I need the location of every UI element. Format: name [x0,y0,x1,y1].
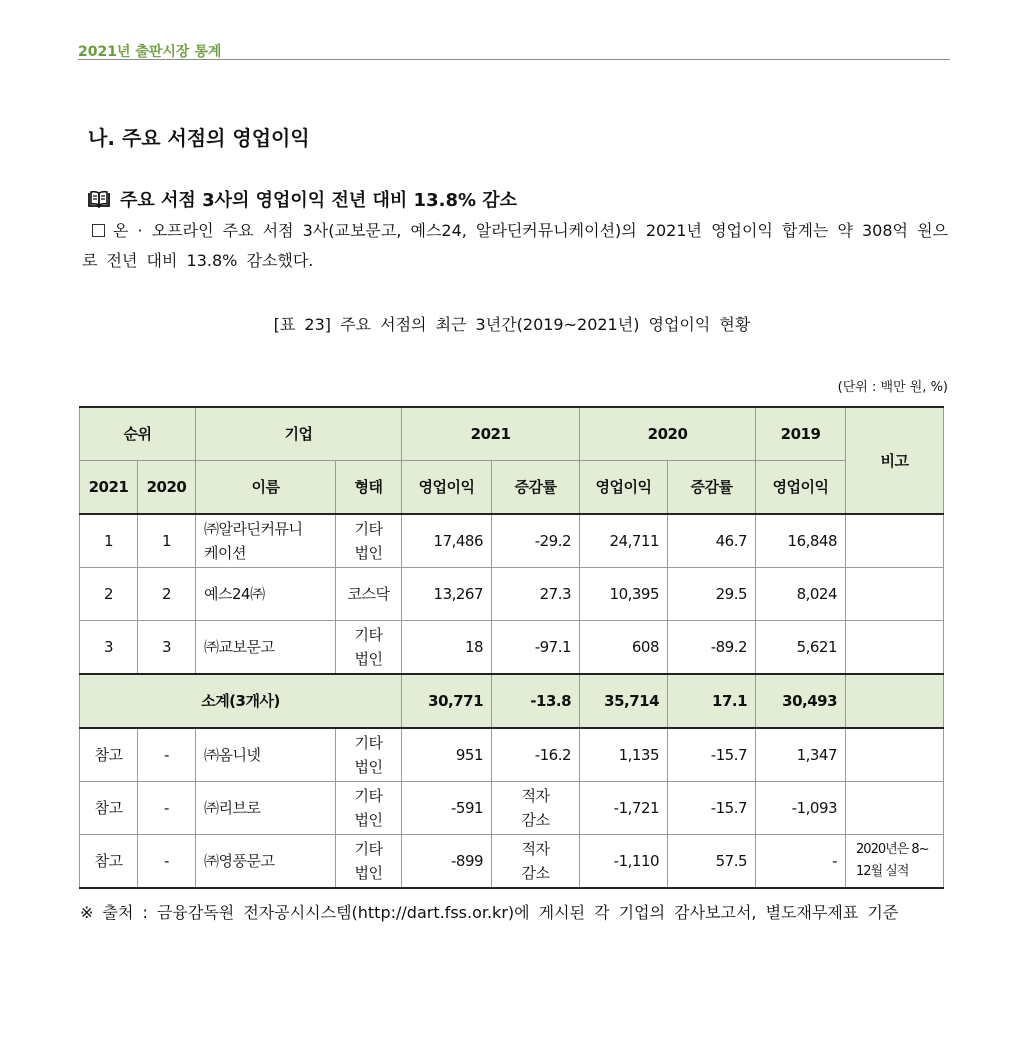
change-2020: -15.7 [668,728,756,782]
op-2019: 5,621 [756,621,846,675]
company-name-line2: 케이션 [204,544,246,562]
op-2020: 608 [580,621,668,675]
remark [846,568,944,621]
op-2020: 1,135 [580,728,668,782]
company-name: ㈜교보문고 [196,621,336,675]
change-2020: 57.5 [668,835,756,889]
change-2021: -29.2 [492,514,580,568]
change-2021-line2: 감소 [521,864,550,882]
header-change-2021: 증감률 [492,461,580,515]
op-2020: 10,395 [580,568,668,621]
company-name: ㈜옴니넷 [196,728,336,782]
table-row [80,728,944,782]
op-2021: -591 [402,782,492,835]
rank-2020: - [138,835,196,889]
source-note: ※ 출처 : 금융감독원 전자공시시스템(http://dart.fss.or.kr)에 게시된 각 기업의 감사보고서, 별도재무제표 기준 [80,903,899,922]
unit-note: (단위 : 백만 원, %) [837,380,948,395]
subtotal-label: 소계(3개사) [80,674,402,728]
remark [846,514,944,568]
header-rank: 순위 [80,407,196,461]
subtotal-op-2019: 30,493 [756,674,846,728]
header-remark: 비고 [846,407,944,514]
change-2021: -16.2 [492,728,580,782]
change-2020: -89.2 [668,621,756,675]
remark-line1: 2020년은 8~ [856,842,929,857]
op-2019: 16,848 [756,514,846,568]
header-company: 기업 [196,407,402,461]
subtotal-row [80,674,944,728]
company-type [336,728,402,782]
company-name: ㈜리브로 [196,782,336,835]
table-row [80,568,944,621]
bullet-heading-text: 주요 서점 3사의 영업이익 전년 대비 13.8% 감소 [120,190,518,211]
section-heading: 나. 주요 서점의 영업이익 [88,126,310,150]
subtotal-remark [846,674,944,728]
rank-2020: 1 [138,514,196,568]
table-caption: [표 23] 주요 서점의 최근 3년간(2019~2021년) 영업이익 현황 [273,315,751,334]
company-type: 코스닥 [336,568,402,621]
company-type-line2: 법인 [354,650,383,668]
op-2020: -1,110 [580,835,668,889]
rank-2020: - [138,728,196,782]
change-2020: -15.7 [668,782,756,835]
subtotal-change-2020: 17.1 [668,674,756,728]
company-name-line1: ㈜알라딘커뮤니 [204,520,303,538]
op-2019: - [756,835,846,889]
rank-2021: 참고 [80,835,138,889]
company-type-line2: 법인 [354,864,383,882]
checkbox-square-icon [92,224,105,237]
company-type-line1: 기타 [354,840,383,858]
table-row [80,621,944,675]
op-2019: -1,093 [756,782,846,835]
header-op-2021: 영업이익 [402,461,492,515]
header-year-2021: 2021 [402,407,580,461]
op-2021: 951 [402,728,492,782]
change-2020: 46.7 [668,514,756,568]
header-year-2020: 2020 [580,407,756,461]
change-2021-line1: 적자 [521,787,550,805]
table-row [80,782,944,835]
rank-2021: 2 [80,568,138,621]
company-type [336,835,402,889]
summary-paragraph [82,216,948,276]
op-2021: -899 [402,835,492,889]
change-2021-line1: 적자 [521,840,550,858]
change-2021-line2: 감소 [521,811,550,829]
company-name: ㈜영풍문고 [196,835,336,889]
table-row [80,835,944,889]
rank-2021: 1 [80,514,138,568]
change-2021: -97.1 [492,621,580,675]
company-type [336,782,402,835]
op-2020: 24,711 [580,514,668,568]
header-divider [78,59,950,60]
rank-2021: 3 [80,621,138,675]
summary-text: 온 · 오프라인 주요 서점 3사(교보문고, 예스24, 알라딘커뮤니케이션)의 2021년 영업이익 합계는 약 308억 원으로 전년 대비 13.8% 감소했다. [82,221,948,270]
op-2019: 1,347 [756,728,846,782]
change-2021 [492,782,580,835]
company-name [196,514,336,568]
op-2021: 17,486 [402,514,492,568]
operating-profit-table [79,406,944,889]
header-op-2020: 영업이익 [580,461,668,515]
rank-2020: 2 [138,568,196,621]
remark [846,621,944,675]
company-type-line1: 기타 [354,520,383,538]
company-type-line1: 기타 [354,787,383,805]
rank-2020: - [138,782,196,835]
subtotal-op-2021: 30,771 [402,674,492,728]
remark [846,835,944,889]
table-row [80,514,944,568]
company-type-line2: 법인 [354,811,383,829]
header-rank-2020: 2020 [138,461,196,515]
running-header: 2021년 출판시장 통계 [78,44,222,60]
company-type-line2: 법인 [354,544,383,562]
company-type-line1: 기타 [354,626,383,644]
rank-2021: 참고 [80,728,138,782]
op-2019: 8,024 [756,568,846,621]
company-name: 예스24㈜ [196,568,336,621]
rank-2021: 참고 [80,782,138,835]
remark-line2: 12월 실적 [856,864,909,879]
op-2021: 18 [402,621,492,675]
header-name: 이름 [196,461,336,515]
header-change-2020: 증감률 [668,461,756,515]
header-type: 형태 [336,461,402,515]
company-type [336,514,402,568]
change-2021: 27.3 [492,568,580,621]
remark [846,728,944,782]
header-year-2019: 2019 [756,407,846,461]
op-2020: -1,721 [580,782,668,835]
header-rank-2021: 2021 [80,461,138,515]
change-2020: 29.5 [668,568,756,621]
subtotal-op-2020: 35,714 [580,674,668,728]
change-2021 [492,835,580,889]
company-type-line1: 기타 [354,734,383,752]
op-2021: 13,267 [402,568,492,621]
company-type [336,621,402,675]
open-book-icon [88,190,110,208]
company-type-line2: 법인 [354,758,383,776]
bullet-heading [88,186,517,212]
subtotal-change-2021: -13.8 [492,674,580,728]
remark [846,782,944,835]
header-op-2019: 영업이익 [756,461,846,515]
rank-2020: 3 [138,621,196,675]
